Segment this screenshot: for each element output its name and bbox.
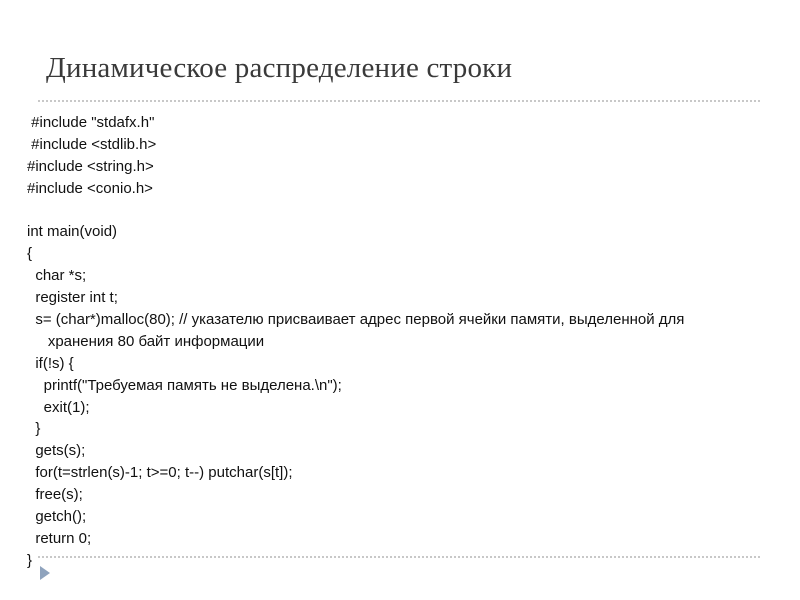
code-line: if(!s) {	[27, 354, 74, 372]
code-line: exit(1);	[27, 398, 90, 416]
footer-divider	[38, 556, 760, 558]
code-line: register int t;	[27, 289, 118, 307]
code-line: хранения 80 байт информации	[27, 332, 265, 350]
triangle-right-icon	[40, 566, 50, 580]
code-listing	[27, 112, 684, 572]
code-line: #include <string.h>	[27, 157, 154, 175]
code-line: int main(void)	[27, 223, 118, 241]
title-divider	[38, 100, 760, 102]
code-line: gets(s);	[27, 442, 86, 460]
code-line: char *s;	[27, 267, 87, 285]
code-line: }	[27, 420, 41, 438]
code-line: getch();	[27, 508, 87, 526]
slide-title: Динамическое распределение строки	[46, 52, 513, 84]
code-line: return 0;	[27, 529, 92, 547]
code-line: for(t=strlen(s)-1; t>=0; t--) putchar(s[t]);	[27, 464, 293, 482]
code-line	[27, 200, 684, 222]
code-line: s= (char*)malloc(80); // указателю присваивает адрес первой ячейки памяти, выделенной для	[27, 311, 685, 329]
code-line: }	[27, 551, 33, 569]
code-line: #include <stdlib.h>	[27, 135, 157, 153]
code-line: {	[27, 245, 33, 263]
code-line: #include "stdafx.h"	[27, 114, 155, 131]
code-line: #include <conio.h>	[27, 179, 153, 197]
code-line: free(s);	[27, 486, 83, 504]
code-line: printf("Требуемая память не выделена.\n");	[27, 376, 342, 394]
